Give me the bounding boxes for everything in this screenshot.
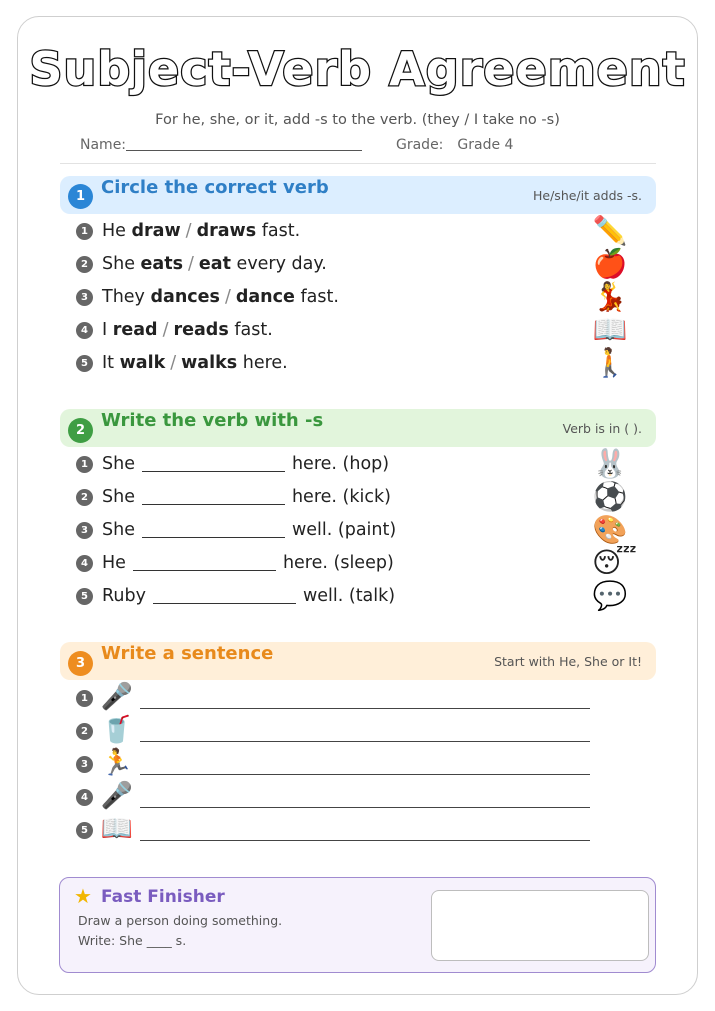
item-number: 4: [76, 322, 93, 339]
verb-option-1[interactable]: read: [112, 320, 158, 340]
item-number: 5: [76, 355, 93, 372]
name-row: [80, 137, 362, 153]
book-icon: 📖: [592, 313, 628, 346]
subject: It: [102, 353, 115, 373]
verb-option-1[interactable]: draw: [131, 221, 181, 241]
section-number: 3: [68, 651, 93, 676]
verb-option-2[interactable]: dance: [235, 287, 295, 307]
book-icon: 📖: [100, 814, 134, 844]
list-item: [76, 583, 395, 609]
item-number: 5: [76, 822, 93, 839]
sentence-line[interactable]: [140, 840, 590, 841]
list-item: 3 They dances / dance fast.: [76, 284, 339, 310]
list-item: 5 It walk / walks here.: [76, 350, 288, 376]
section-3-header: [60, 642, 656, 680]
answer-blank[interactable]: [153, 586, 296, 604]
fast-finisher-box: [59, 877, 656, 973]
page-title: Subject-Verb Agreement: [29, 42, 686, 96]
section-note: Verb is in ( ).: [562, 421, 642, 436]
answer-blank[interactable]: [142, 520, 285, 538]
rabbit-icon: 🐰: [592, 447, 628, 480]
section-number: 1: [68, 184, 93, 209]
microphone-icon: 🎤: [100, 682, 134, 712]
name-field[interactable]: [126, 137, 362, 151]
section-note: Start with He, She or It!: [494, 654, 642, 669]
fast-finisher-prompt: Write: She ____ s.: [78, 933, 187, 948]
item-number: 1: [76, 690, 93, 707]
section-2-header: [60, 409, 656, 447]
speech-bubble-icon: 💬: [592, 579, 628, 612]
sentence-line[interactable]: [140, 741, 590, 742]
microphone-icon: 🎤: [100, 781, 134, 811]
section-1-header: [60, 176, 656, 214]
item-number: 4: [76, 789, 93, 806]
item-number: 2: [76, 723, 93, 740]
list-item: 4 I read / reads fast.: [76, 317, 273, 343]
item-number: 2: [76, 256, 93, 273]
sentence-end: every day.: [236, 254, 327, 274]
walking-person-icon: 🚶: [592, 346, 628, 379]
list-item: 1 He draw / draws fast.: [76, 218, 300, 244]
subject: They: [102, 287, 145, 307]
sentence-end: fast.: [261, 221, 301, 241]
subject: He: [102, 221, 126, 241]
list-item: [76, 517, 396, 543]
verb-option-2[interactable]: draws: [196, 221, 257, 241]
answer-blank[interactable]: [142, 454, 285, 472]
item-number: 1: [76, 456, 93, 473]
list-item: [76, 484, 391, 510]
sentence-end: well. (paint): [291, 520, 397, 540]
running-person-icon: 🏃: [100, 748, 134, 778]
item-number: 5: [76, 588, 93, 605]
sleeping-face-icon: 😴: [592, 546, 637, 579]
list-item: 2 She eats / eat every day.: [76, 251, 327, 277]
verb-option-2[interactable]: reads: [173, 320, 229, 340]
subject: I: [102, 320, 108, 340]
drawing-box[interactable]: [431, 890, 649, 961]
drink-cup-icon: 🥤: [100, 715, 134, 745]
fast-finisher-instruction: Draw a person doing something.: [78, 913, 283, 928]
apple-icon: 🍎: [592, 247, 628, 280]
sentence-end: fast.: [234, 320, 273, 340]
subject: She: [102, 454, 135, 474]
verb-option-1[interactable]: eats: [140, 254, 184, 274]
subject: He: [102, 553, 126, 573]
verb-option-2[interactable]: walks: [181, 353, 238, 373]
item-number: 3: [76, 756, 93, 773]
divider: [60, 163, 656, 164]
sentence-end: here. (kick): [291, 487, 391, 507]
section-title: Write a sentence: [101, 643, 274, 664]
sentence-end: well. (talk): [302, 586, 396, 606]
sentence-end: here. (hop): [291, 454, 390, 474]
section-title: Write the verb with -s: [101, 410, 324, 431]
grade-row: [396, 137, 513, 153]
item-number: 2: [76, 489, 93, 506]
item-number: 4: [76, 555, 93, 572]
section-title: Circle the correct verb: [101, 177, 329, 198]
subject: She: [102, 254, 135, 274]
sentence-line[interactable]: [140, 774, 590, 775]
fast-finisher-title: Fast Finisher: [101, 887, 225, 907]
grade-value: Grade 4: [457, 137, 514, 153]
answer-blank[interactable]: [133, 553, 276, 571]
verb-option-1[interactable]: dances: [150, 287, 220, 307]
section-note: He/she/it adds -s.: [533, 188, 642, 203]
item-number: 1: [76, 223, 93, 240]
sentence-end: fast.: [300, 287, 339, 307]
verb-option-1[interactable]: walk: [119, 353, 166, 373]
instructions-subtitle: For he, she, or it, add -s to the verb. (they / I take no -s): [155, 112, 560, 128]
sentence-line[interactable]: [140, 708, 590, 709]
name-label: Name:: [80, 137, 127, 153]
sentence-end: here.: [242, 353, 288, 373]
pencil-icon: ✏️: [592, 214, 628, 247]
list-item: [76, 550, 394, 576]
section-number: 2: [68, 418, 93, 443]
star-icon: ★: [74, 884, 92, 908]
sentence-end: here. (sleep): [282, 553, 394, 573]
grade-label: Grade:: [396, 137, 444, 153]
palette-icon: 🎨: [592, 513, 628, 546]
item-number: 3: [76, 289, 93, 306]
subject: Ruby: [102, 586, 146, 606]
subject: She: [102, 520, 135, 540]
soccer-ball-icon: ⚽: [592, 480, 628, 513]
dancer-icon: 💃: [592, 280, 628, 313]
sentence-line[interactable]: [140, 807, 590, 808]
subject: She: [102, 487, 135, 507]
answer-blank[interactable]: [142, 487, 285, 505]
item-number: 3: [76, 522, 93, 539]
verb-option-2[interactable]: eat: [198, 254, 231, 274]
list-item: [76, 451, 389, 477]
